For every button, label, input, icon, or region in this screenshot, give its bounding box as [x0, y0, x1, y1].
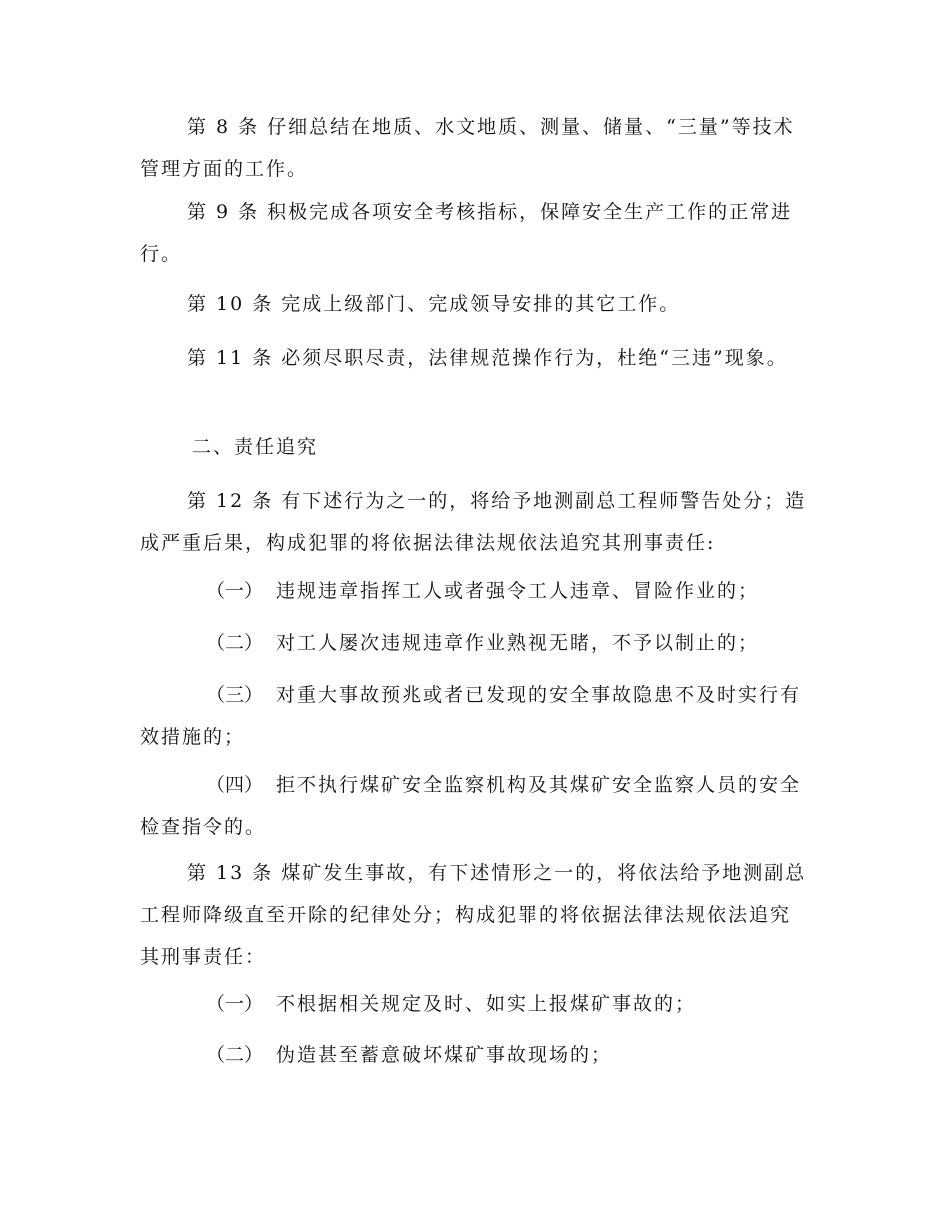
- item-marker: （四）: [206, 774, 264, 796]
- list-item: [140, 622, 810, 664]
- article-text: 煤矿发生事故，有下述情形之一的，将依法给予地测副总工程师降级直至开除的纪律处分；构成犯罪的将依据法律法规依法追究其刑事责任：: [140, 862, 807, 968]
- list-item: [140, 764, 810, 848]
- article-text: 有下述行为之一的，将给予地测副总工程师警告处分；造成严重后果，构成犯罪的将依据法律法规依法追究其刑事责任:: [140, 490, 807, 554]
- article-number: 第 10 条: [187, 293, 274, 315]
- article-10: [140, 283, 810, 325]
- item-marker: （一）: [206, 580, 264, 602]
- article-number: 第 9 条: [187, 201, 260, 223]
- article-text: 积极完成各项安全考核指标，保障安全生产工作的正常进行。: [140, 201, 793, 265]
- item-marker: （二）: [206, 1044, 264, 1066]
- item-text: 违规违章指挥工人或者强令工人违章、冒险作业的；: [276, 580, 760, 602]
- article-text: 必须尽职尽责，法律规范操作行为，杜绝“三违”现象。: [281, 347, 788, 369]
- item-text: 不根据相关规定及时、如实上报煤矿事故的；: [276, 993, 697, 1015]
- item-marker: （三）: [206, 684, 264, 706]
- list-item: [140, 570, 810, 612]
- article-number: 第 13 条: [187, 862, 274, 884]
- item-text: 对工人屡次违规违章作业熟视无睹，不予以制止的；: [276, 632, 760, 654]
- article-number: 第 11 条: [187, 347, 274, 369]
- article-number: 第 8 条: [187, 116, 260, 138]
- article-13: [140, 852, 810, 978]
- article-12: [140, 480, 810, 564]
- item-marker: （一）: [206, 993, 264, 1015]
- item-text: 伪造甚至蓄意破坏煤矿事故现场的；: [276, 1044, 613, 1066]
- list-item: [140, 1034, 810, 1076]
- item-text: 拒不执行煤矿安全监察机构及其煤矿安全监察人员的安全检查指令的。: [140, 774, 802, 838]
- section-heading: 二、责任追究: [192, 436, 319, 458]
- item-marker: （二）: [206, 632, 264, 654]
- article-9: [140, 191, 810, 275]
- list-item: [140, 983, 810, 1025]
- article-11: [140, 337, 810, 379]
- article-text: 仔细总结在地质、水文地质、测量、储量、“三量”等技术管理方面的工作。: [140, 116, 795, 180]
- list-item: [140, 674, 810, 758]
- article-text: 完成上级部门、完成领导安排的其它工作。: [281, 293, 681, 315]
- article-8: [140, 106, 810, 190]
- article-number: 第 12 条: [187, 490, 274, 512]
- item-text: 对重大事故预兆或者已发现的安全事故隐患不及时实行有效措施的；: [140, 684, 802, 748]
